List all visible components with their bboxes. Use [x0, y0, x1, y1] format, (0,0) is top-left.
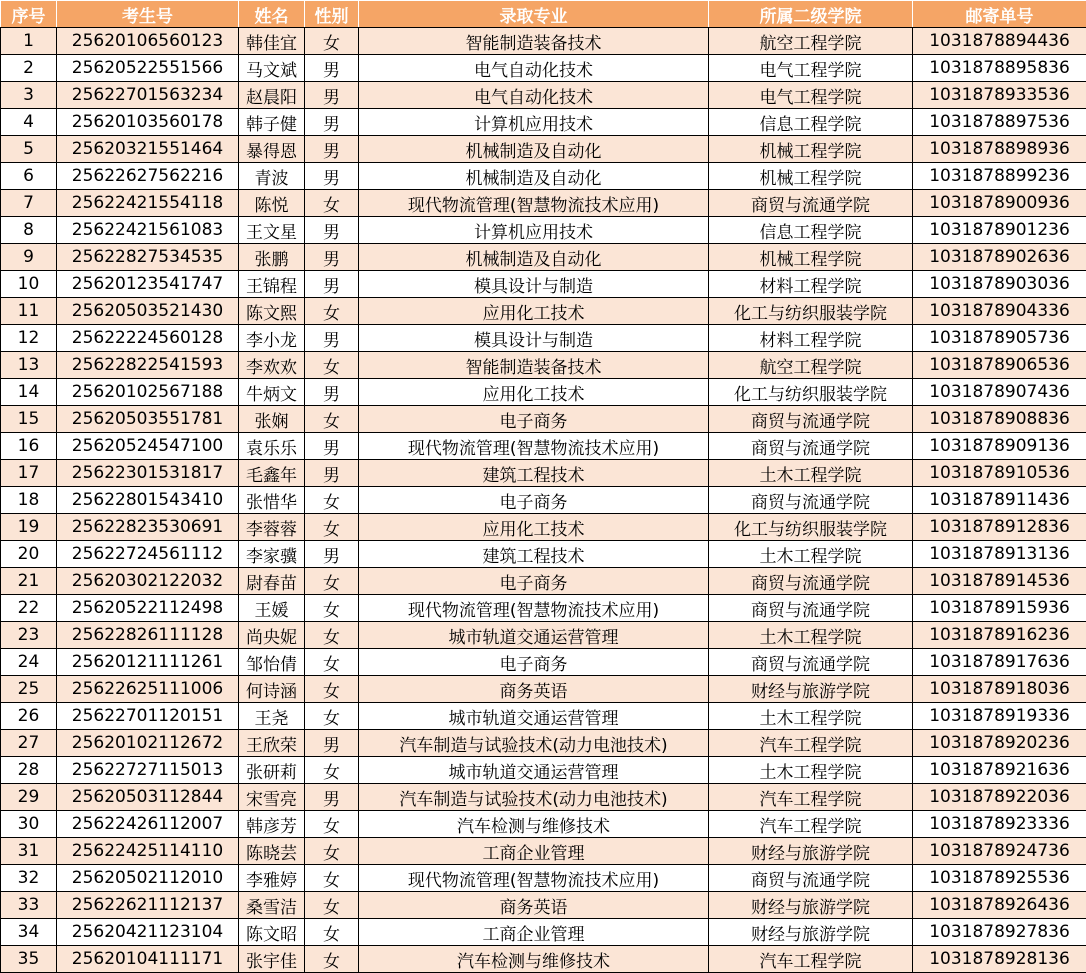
- table-row: [1, 487, 1086, 514]
- cell-name: 张宇佳: [239, 946, 305, 973]
- cell-college: 航空工程学院: [709, 352, 913, 379]
- cell-exam-number: 25620102567188: [57, 379, 239, 406]
- cell-exam-number: 25622627562216: [57, 163, 239, 190]
- cell-tracking-number: 1031878917636: [913, 649, 1086, 676]
- cell-major: 现代物流管理(智慧物流技术应用): [359, 865, 709, 892]
- cell-college: 商贸与流通学院: [709, 595, 913, 622]
- cell-tracking-number: 1031878904336: [913, 298, 1086, 325]
- cell-gender: 男: [305, 541, 359, 568]
- header-college: 所属二级学院: [709, 1, 913, 28]
- table-row: [1, 406, 1086, 433]
- cell-college: 商贸与流通学院: [709, 406, 913, 433]
- cell-name: 邹怡倩: [239, 649, 305, 676]
- cell-exam-number: 25622224560128: [57, 325, 239, 352]
- cell-major: 机械制造及自动化: [359, 244, 709, 271]
- cell-exam-number: 25622826111128: [57, 622, 239, 649]
- cell-college: 土木工程学院: [709, 622, 913, 649]
- cell-college: 信息工程学院: [709, 109, 913, 136]
- cell-index: 28: [1, 757, 57, 784]
- cell-name: 何诗涵: [239, 676, 305, 703]
- cell-tracking-number: 1031878911436: [913, 487, 1086, 514]
- cell-major: 电子商务: [359, 568, 709, 595]
- cell-name: 李蓉蓉: [239, 514, 305, 541]
- cell-name: 马文斌: [239, 55, 305, 82]
- cell-major: 电子商务: [359, 487, 709, 514]
- cell-tracking-number: 1031878900936: [913, 190, 1086, 217]
- cell-name: 李欢欢: [239, 352, 305, 379]
- cell-college: 机械工程学院: [709, 136, 913, 163]
- cell-tracking-number: 1031878898936: [913, 136, 1086, 163]
- cell-exam-number: 25620302122032: [57, 568, 239, 595]
- cell-college: 商贸与流通学院: [709, 865, 913, 892]
- cell-index: 4: [1, 109, 57, 136]
- cell-name: 桑雪洁: [239, 892, 305, 919]
- cell-exam-number: 25622421561083: [57, 217, 239, 244]
- cell-gender: 男: [305, 109, 359, 136]
- cell-name: 陈文昭: [239, 919, 305, 946]
- cell-exam-number: 25620321551464: [57, 136, 239, 163]
- cell-tracking-number: 1031878910536: [913, 460, 1086, 487]
- cell-index: 22: [1, 595, 57, 622]
- cell-gender: 男: [305, 271, 359, 298]
- table-body: [1, 28, 1086, 973]
- cell-major: 商务英语: [359, 892, 709, 919]
- cell-index: 25: [1, 676, 57, 703]
- cell-exam-number: 25620103560178: [57, 109, 239, 136]
- cell-tracking-number: 1031878918036: [913, 676, 1086, 703]
- cell-index: 20: [1, 541, 57, 568]
- cell-index: 26: [1, 703, 57, 730]
- cell-exam-number: 25620522551566: [57, 55, 239, 82]
- cell-college: 土木工程学院: [709, 460, 913, 487]
- cell-college: 财经与旅游学院: [709, 892, 913, 919]
- cell-gender: 男: [305, 244, 359, 271]
- cell-index: 30: [1, 811, 57, 838]
- table-row: [1, 919, 1086, 946]
- cell-tracking-number: 1031878909136: [913, 433, 1086, 460]
- cell-name: 赵晨阳: [239, 82, 305, 109]
- cell-tracking-number: 1031878925536: [913, 865, 1086, 892]
- cell-index: 14: [1, 379, 57, 406]
- cell-name: 陈悦: [239, 190, 305, 217]
- cell-tracking-number: 1031878902636: [913, 244, 1086, 271]
- cell-tracking-number: 1031878913136: [913, 541, 1086, 568]
- cell-major: 机械制造及自动化: [359, 163, 709, 190]
- cell-college: 商贸与流通学院: [709, 433, 913, 460]
- cell-college: 化工与纺织服装学院: [709, 379, 913, 406]
- cell-gender: 男: [305, 136, 359, 163]
- cell-index: 12: [1, 325, 57, 352]
- cell-exam-number: 25622701120151: [57, 703, 239, 730]
- cell-college: 汽车工程学院: [709, 946, 913, 973]
- cell-index: 31: [1, 838, 57, 865]
- cell-major: 计算机应用技术: [359, 109, 709, 136]
- cell-gender: 男: [305, 730, 359, 757]
- cell-tracking-number: 1031878895836: [913, 55, 1086, 82]
- cell-college: 航空工程学院: [709, 28, 913, 55]
- cell-tracking-number: 1031878928136: [913, 946, 1086, 973]
- cell-gender: 女: [305, 919, 359, 946]
- cell-exam-number: 25622625111006: [57, 676, 239, 703]
- cell-index: 21: [1, 568, 57, 595]
- cell-exam-number: 25622421554118: [57, 190, 239, 217]
- cell-name: 宋雪亮: [239, 784, 305, 811]
- header-tracking-number: 邮寄单号: [913, 1, 1086, 28]
- cell-gender: 女: [305, 406, 359, 433]
- cell-name: 王尧: [239, 703, 305, 730]
- cell-index: 18: [1, 487, 57, 514]
- cell-major: 电子商务: [359, 406, 709, 433]
- cell-college: 化工与纺织服装学院: [709, 514, 913, 541]
- cell-name: 王媛: [239, 595, 305, 622]
- cell-gender: 女: [305, 838, 359, 865]
- cell-major: 计算机应用技术: [359, 217, 709, 244]
- cell-name: 韩子健: [239, 109, 305, 136]
- cell-gender: 男: [305, 379, 359, 406]
- cell-tracking-number: 1031878899236: [913, 163, 1086, 190]
- cell-tracking-number: 1031878907436: [913, 379, 1086, 406]
- cell-tracking-number: 1031878901236: [913, 217, 1086, 244]
- cell-gender: 女: [305, 298, 359, 325]
- cell-major: 现代物流管理(智慧物流技术应用): [359, 595, 709, 622]
- cell-gender: 男: [305, 460, 359, 487]
- cell-index: 19: [1, 514, 57, 541]
- table-row: [1, 784, 1086, 811]
- cell-exam-number: 25622727115013: [57, 757, 239, 784]
- cell-name: 尚央妮: [239, 622, 305, 649]
- cell-gender: 女: [305, 811, 359, 838]
- cell-gender: 女: [305, 487, 359, 514]
- cell-tracking-number: 1031878915936: [913, 595, 1086, 622]
- cell-index: 23: [1, 622, 57, 649]
- cell-gender: 女: [305, 514, 359, 541]
- table-row: [1, 55, 1086, 82]
- cell-college: 商贸与流通学院: [709, 649, 913, 676]
- cell-college: 财经与旅游学院: [709, 838, 913, 865]
- cell-index: 29: [1, 784, 57, 811]
- table-row: [1, 325, 1086, 352]
- cell-tracking-number: 1031878923336: [913, 811, 1086, 838]
- table-row: [1, 514, 1086, 541]
- table-row: [1, 109, 1086, 136]
- table-row: [1, 298, 1086, 325]
- cell-major: 机械制造及自动化: [359, 136, 709, 163]
- cell-name: 王锦程: [239, 271, 305, 298]
- cell-index: 1: [1, 28, 57, 55]
- cell-tracking-number: 1031878908836: [913, 406, 1086, 433]
- cell-major: 汽车制造与试验技术(动力电池技术): [359, 784, 709, 811]
- cell-gender: 女: [305, 649, 359, 676]
- cell-exam-number: 25620102112672: [57, 730, 239, 757]
- table-row: [1, 244, 1086, 271]
- cell-tracking-number: 1031878914536: [913, 568, 1086, 595]
- cell-index: 33: [1, 892, 57, 919]
- cell-major: 城市轨道交通运营管理: [359, 757, 709, 784]
- cell-exam-number: 25620502112010: [57, 865, 239, 892]
- cell-major: 应用化工技术: [359, 379, 709, 406]
- cell-college: 财经与旅游学院: [709, 676, 913, 703]
- cell-college: 电气工程学院: [709, 55, 913, 82]
- cell-college: 汽车工程学院: [709, 811, 913, 838]
- table-row: [1, 271, 1086, 298]
- cell-index: 35: [1, 946, 57, 973]
- cell-name: 张研莉: [239, 757, 305, 784]
- cell-name: 李雅婷: [239, 865, 305, 892]
- table-row: [1, 838, 1086, 865]
- cell-tracking-number: 1031878921636: [913, 757, 1086, 784]
- cell-gender: 女: [305, 703, 359, 730]
- cell-index: 13: [1, 352, 57, 379]
- cell-exam-number: 25620421123104: [57, 919, 239, 946]
- cell-major: 电气自动化技术: [359, 55, 709, 82]
- table-row: [1, 676, 1086, 703]
- cell-gender: 男: [305, 217, 359, 244]
- cell-index: 6: [1, 163, 57, 190]
- cell-tracking-number: 1031878922036: [913, 784, 1086, 811]
- cell-major: 汽车检测与维修技术: [359, 811, 709, 838]
- cell-major: 建筑工程技术: [359, 460, 709, 487]
- cell-tracking-number: 1031878926436: [913, 892, 1086, 919]
- cell-exam-number: 25620123541747: [57, 271, 239, 298]
- cell-name: 张惜华: [239, 487, 305, 514]
- cell-college: 土木工程学院: [709, 703, 913, 730]
- cell-tracking-number: 1031878897536: [913, 109, 1086, 136]
- header-exam-number: 考生号: [57, 1, 239, 28]
- cell-college: 化工与纺织服装学院: [709, 298, 913, 325]
- cell-major: 电子商务: [359, 649, 709, 676]
- cell-gender: 男: [305, 784, 359, 811]
- cell-college: 信息工程学院: [709, 217, 913, 244]
- cell-major: 应用化工技术: [359, 298, 709, 325]
- cell-college: 材料工程学院: [709, 325, 913, 352]
- cell-name: 尉春苗: [239, 568, 305, 595]
- cell-gender: 男: [305, 433, 359, 460]
- cell-major: 现代物流管理(智慧物流技术应用): [359, 433, 709, 460]
- table-row: [1, 811, 1086, 838]
- cell-major: 建筑工程技术: [359, 541, 709, 568]
- cell-tracking-number: 1031878916236: [913, 622, 1086, 649]
- cell-index: 10: [1, 271, 57, 298]
- cell-exam-number: 25622724561112: [57, 541, 239, 568]
- cell-gender: 女: [305, 946, 359, 973]
- cell-name: 韩佳宜: [239, 28, 305, 55]
- cell-college: 财经与旅游学院: [709, 919, 913, 946]
- cell-name: 暴得恩: [239, 136, 305, 163]
- cell-major: 城市轨道交通运营管理: [359, 622, 709, 649]
- header-name: 姓名: [239, 1, 305, 28]
- cell-gender: 男: [305, 325, 359, 352]
- cell-gender: 女: [305, 676, 359, 703]
- cell-exam-number: 25622801543410: [57, 487, 239, 514]
- cell-college: 商贸与流通学院: [709, 190, 913, 217]
- cell-college: 机械工程学院: [709, 163, 913, 190]
- cell-major: 模具设计与制造: [359, 271, 709, 298]
- cell-exam-number: 25620522112498: [57, 595, 239, 622]
- cell-exam-number: 25620121111261: [57, 649, 239, 676]
- table-row: [1, 352, 1086, 379]
- cell-exam-number: 25620503521430: [57, 298, 239, 325]
- cell-index: 9: [1, 244, 57, 271]
- cell-tracking-number: 1031878894436: [913, 28, 1086, 55]
- cell-tracking-number: 1031878924736: [913, 838, 1086, 865]
- cell-index: 2: [1, 55, 57, 82]
- cell-exam-number: 25622701563234: [57, 82, 239, 109]
- table-row: [1, 622, 1086, 649]
- cell-tracking-number: 1031878933536: [913, 82, 1086, 109]
- table-row: [1, 703, 1086, 730]
- cell-tracking-number: 1031878920236: [913, 730, 1086, 757]
- cell-gender: 男: [305, 163, 359, 190]
- cell-gender: 女: [305, 352, 359, 379]
- table-row: [1, 946, 1086, 973]
- cell-college: 商贸与流通学院: [709, 568, 913, 595]
- cell-tracking-number: 1031878903036: [913, 271, 1086, 298]
- cell-college: 汽车工程学院: [709, 784, 913, 811]
- cell-name: 张娴: [239, 406, 305, 433]
- cell-major: 汽车检测与维修技术: [359, 946, 709, 973]
- cell-major: 智能制造装备技术: [359, 352, 709, 379]
- table-row: [1, 136, 1086, 163]
- cell-major: 汽车制造与试验技术(动力电池技术): [359, 730, 709, 757]
- cell-index: 15: [1, 406, 57, 433]
- table-row: [1, 163, 1086, 190]
- cell-major: 智能制造装备技术: [359, 28, 709, 55]
- cell-tracking-number: 1031878919336: [913, 703, 1086, 730]
- table-row: [1, 892, 1086, 919]
- cell-name: 陈晓芸: [239, 838, 305, 865]
- cell-index: 3: [1, 82, 57, 109]
- cell-name: 王文星: [239, 217, 305, 244]
- cell-index: 24: [1, 649, 57, 676]
- table-row: [1, 379, 1086, 406]
- table-row: [1, 649, 1086, 676]
- cell-index: 8: [1, 217, 57, 244]
- table-row: [1, 730, 1086, 757]
- cell-exam-number: 25620104111171: [57, 946, 239, 973]
- header-major: 录取专业: [359, 1, 709, 28]
- cell-exam-number: 25620106560123: [57, 28, 239, 55]
- table-row: [1, 190, 1086, 217]
- cell-major: 商务英语: [359, 676, 709, 703]
- cell-name: 李小龙: [239, 325, 305, 352]
- table-row: [1, 217, 1086, 244]
- cell-college: 机械工程学院: [709, 244, 913, 271]
- table-row: [1, 460, 1086, 487]
- cell-exam-number: 25622425114110: [57, 838, 239, 865]
- table-row: [1, 595, 1086, 622]
- cell-gender: 男: [305, 55, 359, 82]
- cell-gender: 男: [305, 82, 359, 109]
- cell-gender: 女: [305, 622, 359, 649]
- cell-college: 商贸与流通学院: [709, 487, 913, 514]
- cell-college: 土木工程学院: [709, 757, 913, 784]
- cell-index: 34: [1, 919, 57, 946]
- cell-name: 袁乐乐: [239, 433, 305, 460]
- cell-tracking-number: 1031878927836: [913, 919, 1086, 946]
- cell-index: 17: [1, 460, 57, 487]
- cell-major: 工商企业管理: [359, 919, 709, 946]
- cell-index: 11: [1, 298, 57, 325]
- table-row: [1, 568, 1086, 595]
- cell-exam-number: 25622823530691: [57, 514, 239, 541]
- cell-major: 应用化工技术: [359, 514, 709, 541]
- header-gender: 性别: [305, 1, 359, 28]
- cell-name: 青波: [239, 163, 305, 190]
- cell-index: 27: [1, 730, 57, 757]
- cell-exam-number: 25622827534535: [57, 244, 239, 271]
- cell-major: 模具设计与制造: [359, 325, 709, 352]
- cell-exam-number: 25622426112007: [57, 811, 239, 838]
- cell-major: 城市轨道交通运营管理: [359, 703, 709, 730]
- cell-gender: 女: [305, 190, 359, 217]
- cell-index: 7: [1, 190, 57, 217]
- cell-name: 王欣荣: [239, 730, 305, 757]
- table-row: [1, 541, 1086, 568]
- cell-name: 毛鑫年: [239, 460, 305, 487]
- cell-name: 张鹏: [239, 244, 305, 271]
- cell-college: 电气工程学院: [709, 82, 913, 109]
- cell-name: 陈文熙: [239, 298, 305, 325]
- cell-gender: 女: [305, 568, 359, 595]
- cell-major: 现代物流管理(智慧物流技术应用): [359, 190, 709, 217]
- cell-tracking-number: 1031878905736: [913, 325, 1086, 352]
- cell-gender: 女: [305, 865, 359, 892]
- cell-exam-number: 25622621112137: [57, 892, 239, 919]
- table-row: [1, 865, 1086, 892]
- cell-gender: 女: [305, 28, 359, 55]
- cell-major: 工商企业管理: [359, 838, 709, 865]
- cell-college: 汽车工程学院: [709, 730, 913, 757]
- cell-index: 16: [1, 433, 57, 460]
- table-row: [1, 433, 1086, 460]
- cell-tracking-number: 1031878906536: [913, 352, 1086, 379]
- header-index: 序号: [1, 1, 57, 28]
- cell-gender: 女: [305, 757, 359, 784]
- cell-major: 电气自动化技术: [359, 82, 709, 109]
- cell-college: 材料工程学院: [709, 271, 913, 298]
- table-row: [1, 82, 1086, 109]
- cell-exam-number: 25620503551781: [57, 406, 239, 433]
- cell-exam-number: 25622301531817: [57, 460, 239, 487]
- cell-exam-number: 25622822541593: [57, 352, 239, 379]
- cell-gender: 女: [305, 892, 359, 919]
- cell-name: 李家骥: [239, 541, 305, 568]
- cell-exam-number: 25620524547100: [57, 433, 239, 460]
- cell-exam-number: 25620503112844: [57, 784, 239, 811]
- table-row: [1, 757, 1086, 784]
- cell-college: 土木工程学院: [709, 541, 913, 568]
- cell-gender: 女: [305, 595, 359, 622]
- cell-tracking-number: 1031878912836: [913, 514, 1086, 541]
- cell-index: 32: [1, 865, 57, 892]
- cell-name: 韩彦芳: [239, 811, 305, 838]
- cell-name: 牛炳文: [239, 379, 305, 406]
- cell-index: 5: [1, 136, 57, 163]
- table-row: [1, 28, 1086, 55]
- header-row: [1, 1, 1086, 28]
